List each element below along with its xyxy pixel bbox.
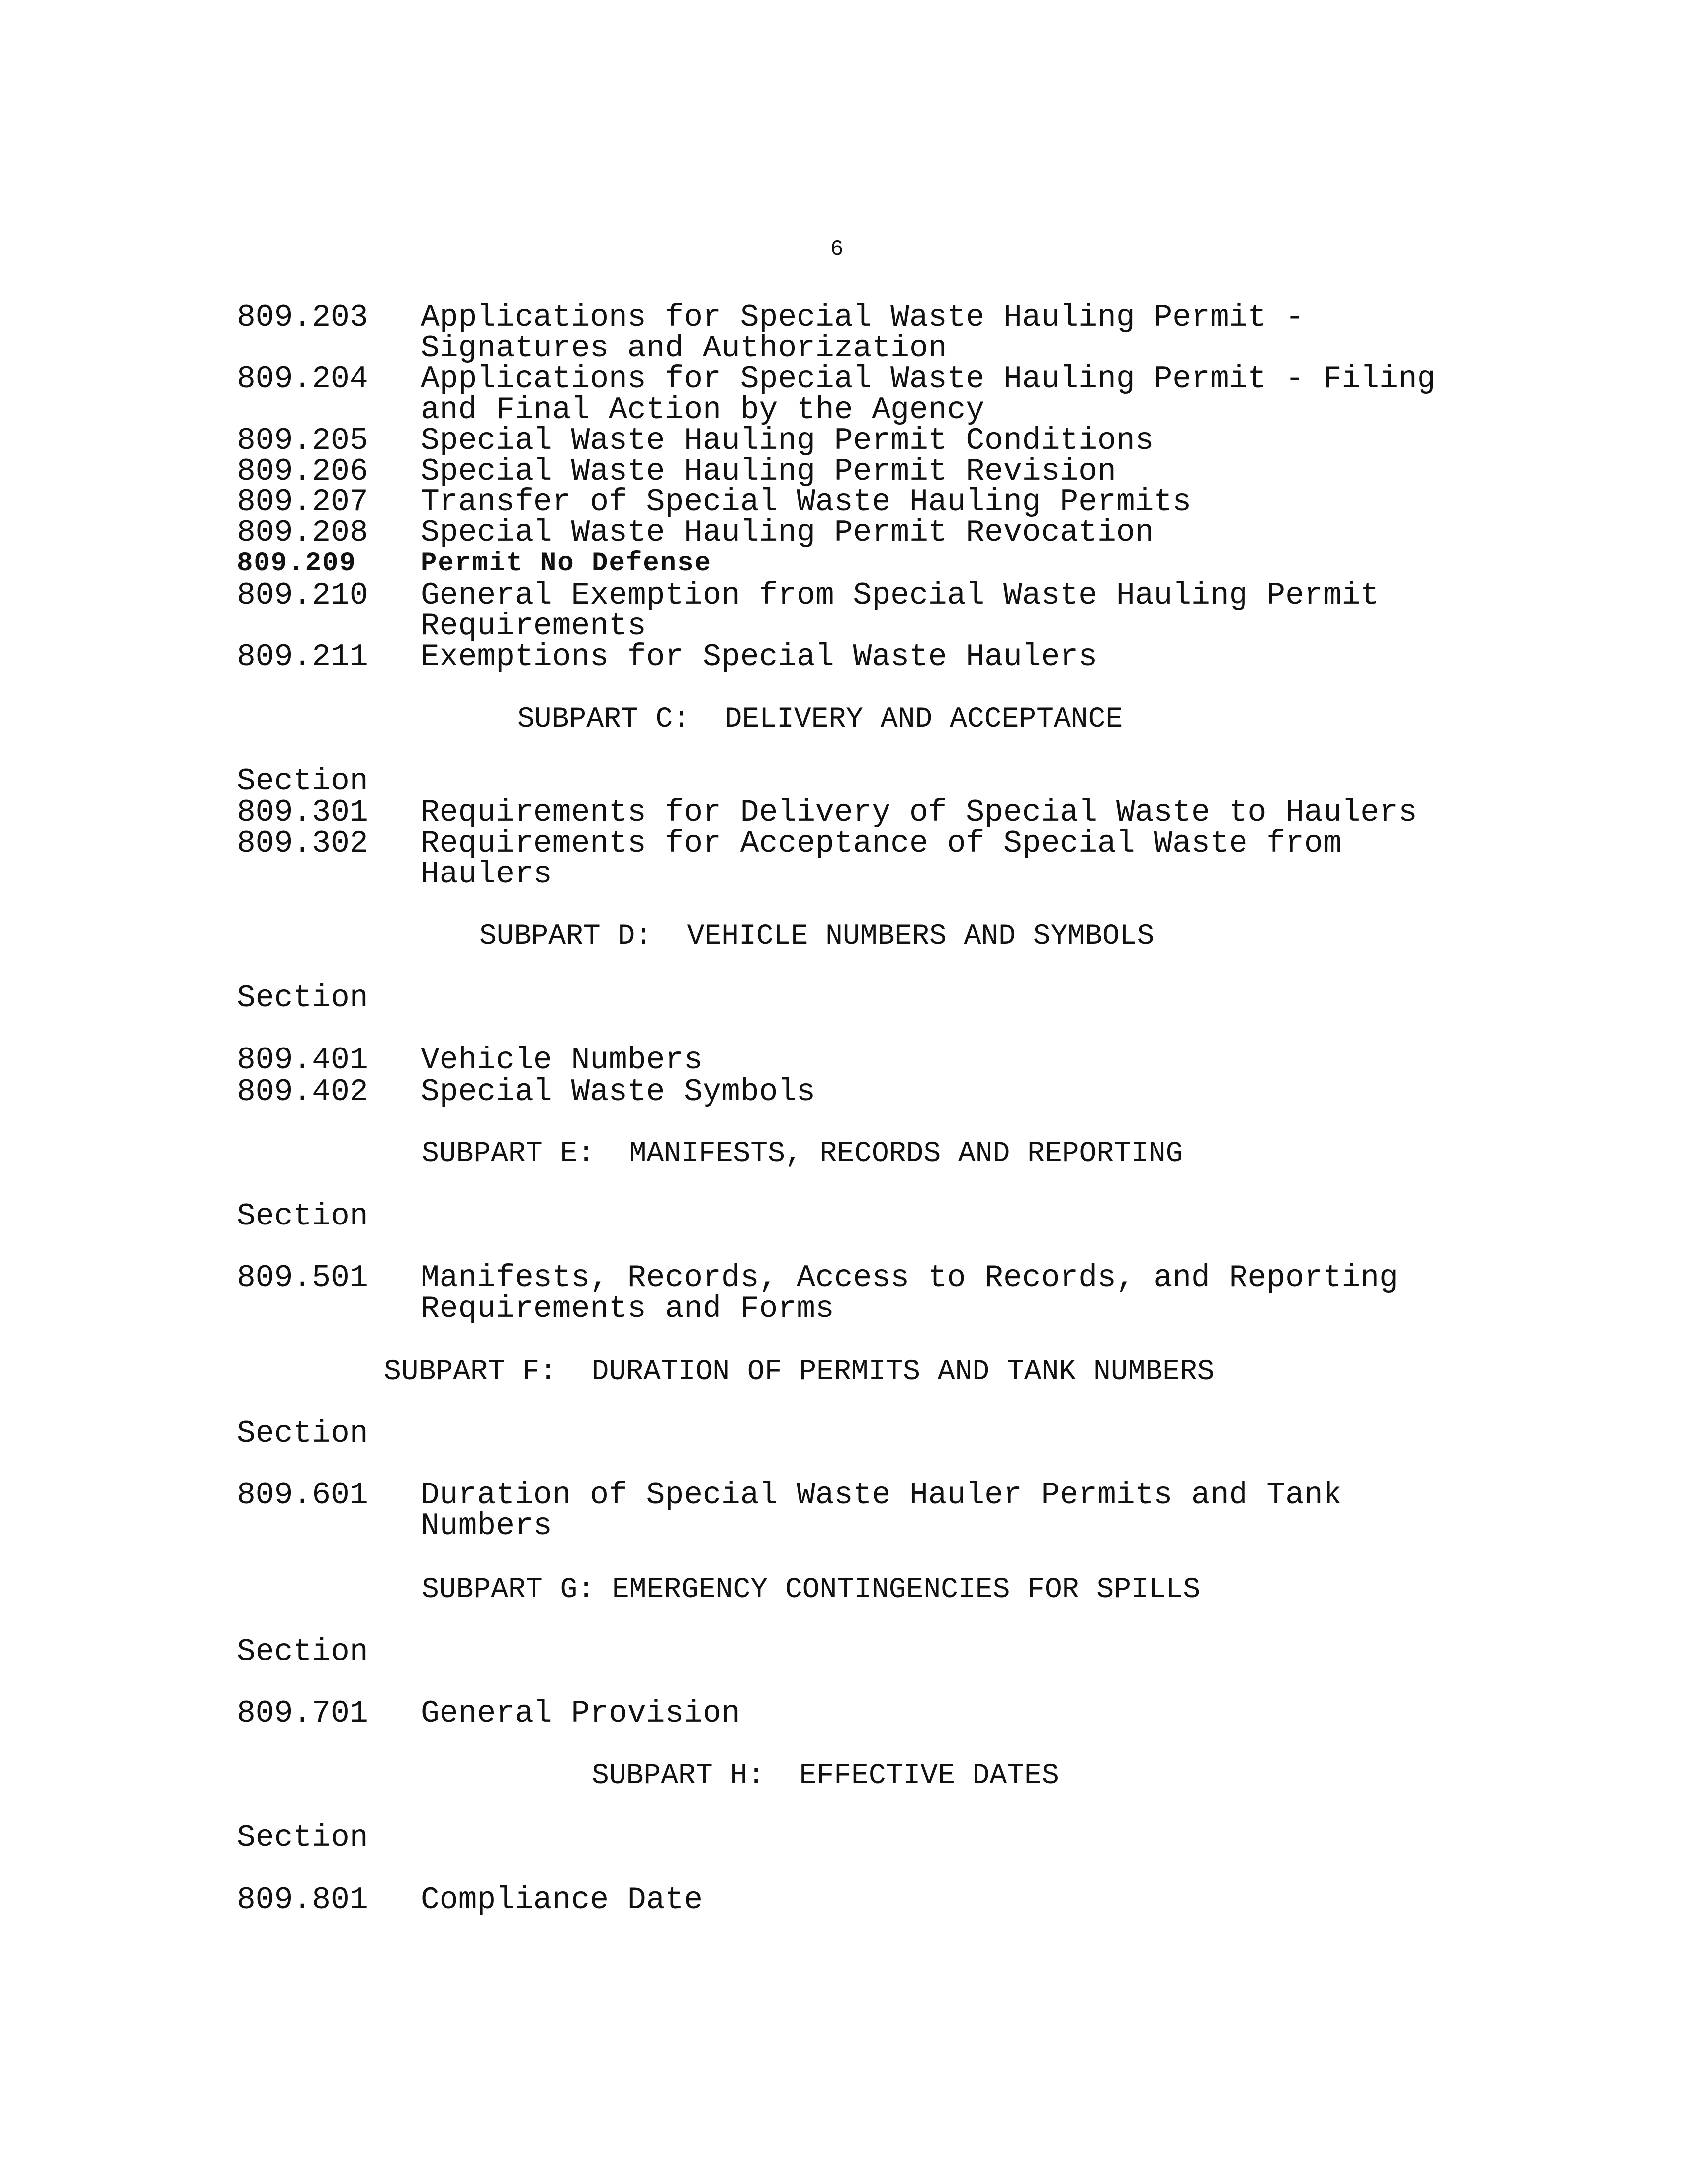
toc-entry-809-401 bbox=[237, 1045, 1480, 1076]
section-number: 809.207 bbox=[237, 484, 368, 520]
subpart-d-heading: SUBPART D: VEHICLE NUMBERS AND SYMBOLS bbox=[479, 920, 1155, 953]
section-title: Special Waste Hauling Permit Conditions bbox=[421, 423, 1154, 458]
subpart-h-heading: SUBPART H: EFFECTIVE DATES bbox=[592, 1760, 1059, 1792]
section-title: Exemptions for Special Waste Haulers bbox=[421, 639, 1098, 675]
section-title: General Provision bbox=[421, 1696, 740, 1731]
toc-entry-809-208 bbox=[237, 515, 1480, 550]
section-number: 809.211 bbox=[237, 639, 368, 675]
section-number: 809.402 bbox=[237, 1074, 368, 1110]
toc-entry-809-210 bbox=[237, 580, 1480, 642]
section-label: Section bbox=[237, 764, 368, 799]
section-title: Special Waste Hauling Permit Revision bbox=[421, 454, 1116, 489]
toc-entry-809-501 bbox=[237, 1260, 1480, 1326]
section-number: 809.210 bbox=[237, 578, 368, 613]
toc-entry-809-402 bbox=[237, 1074, 1480, 1110]
section-number: 809.301 bbox=[237, 795, 368, 830]
toc-entry-809-204 bbox=[237, 361, 1480, 428]
section-number: 809.209 bbox=[237, 548, 356, 579]
subpart-g-heading: SUBPART G: EMERGENCY CONTINGENCIES FOR SPILLS bbox=[422, 1574, 1201, 1606]
section-number: 809.206 bbox=[237, 454, 368, 489]
section-title: Requirements for Acceptance of Special Waste from Haulers bbox=[421, 826, 1342, 892]
toc-entry-809-801 bbox=[237, 1882, 1480, 1918]
section-title: Manifests, Records, Access to Records, and Reporting Requirements and Forms bbox=[421, 1260, 1398, 1326]
subpart-e-heading: SUBPART E: MANIFESTS, RECORDS AND REPORTING bbox=[422, 1138, 1183, 1170]
section-title: Applications for Special Waste Hauling Permit - Signatures and Authorization bbox=[421, 300, 1304, 366]
page-number: 6 bbox=[830, 237, 844, 262]
toc-entry-809-211 bbox=[237, 639, 1480, 675]
section-title: Requirements for Delivery of Special Waste to Haulers bbox=[421, 795, 1417, 830]
toc-entry-809-206 bbox=[237, 456, 1480, 487]
section-number: 809.203 bbox=[237, 300, 368, 335]
section-number: 809.601 bbox=[237, 1478, 368, 1513]
section-number: 809.501 bbox=[237, 1260, 368, 1296]
section-number: 809.208 bbox=[237, 515, 368, 550]
toc-entry-809-207 bbox=[237, 484, 1480, 520]
toc-entry-809-203 bbox=[237, 302, 1480, 364]
section-label: Section bbox=[237, 1416, 368, 1451]
section-number: 809.701 bbox=[237, 1696, 368, 1731]
section-label: Section bbox=[237, 980, 368, 1016]
section-title: Compliance Date bbox=[421, 1882, 703, 1918]
section-title: Vehicle Numbers bbox=[421, 1043, 703, 1078]
subpart-f-heading: SUBPART F: DURATION OF PERMITS AND TANK NUMBERS bbox=[384, 1356, 1215, 1388]
section-number: 809.401 bbox=[237, 1043, 368, 1078]
section-title: Transfer of Special Waste Hauling Permits bbox=[421, 484, 1192, 520]
section-label: Section bbox=[237, 1820, 368, 1855]
section-number: 809.801 bbox=[237, 1882, 368, 1918]
section-title: Permit No Defense bbox=[421, 548, 711, 579]
subpart-c-heading: SUBPART C: DELIVERY AND ACCEPTANCE bbox=[517, 703, 1123, 736]
section-label: Section bbox=[237, 1199, 368, 1234]
section-title: General Exemption from Special Waste Hauling Permit Requirements bbox=[421, 578, 1380, 644]
toc-entry-809-209 bbox=[237, 548, 1480, 579]
section-label: Section bbox=[237, 1634, 368, 1669]
section-title: Special Waste Hauling Permit Revocation bbox=[421, 515, 1154, 550]
toc-entry-809-205 bbox=[237, 423, 1480, 458]
section-number: 809.204 bbox=[237, 361, 368, 397]
toc-entry-809-302 bbox=[237, 828, 1480, 890]
section-number: 809.302 bbox=[237, 826, 368, 861]
section-title: Applications for Special Waste Hauling Permit - Filing and Final Action by the Agency bbox=[421, 361, 1436, 428]
section-title: Special Waste Symbols bbox=[421, 1074, 815, 1110]
section-number: 809.205 bbox=[237, 423, 368, 458]
section-title: Duration of Special Waste Hauler Permits and Tank Numbers bbox=[421, 1478, 1342, 1544]
toc-entry-809-601 bbox=[237, 1480, 1480, 1542]
toc-entry-809-701 bbox=[237, 1698, 1480, 1729]
toc-entry-809-301 bbox=[237, 797, 1480, 828]
